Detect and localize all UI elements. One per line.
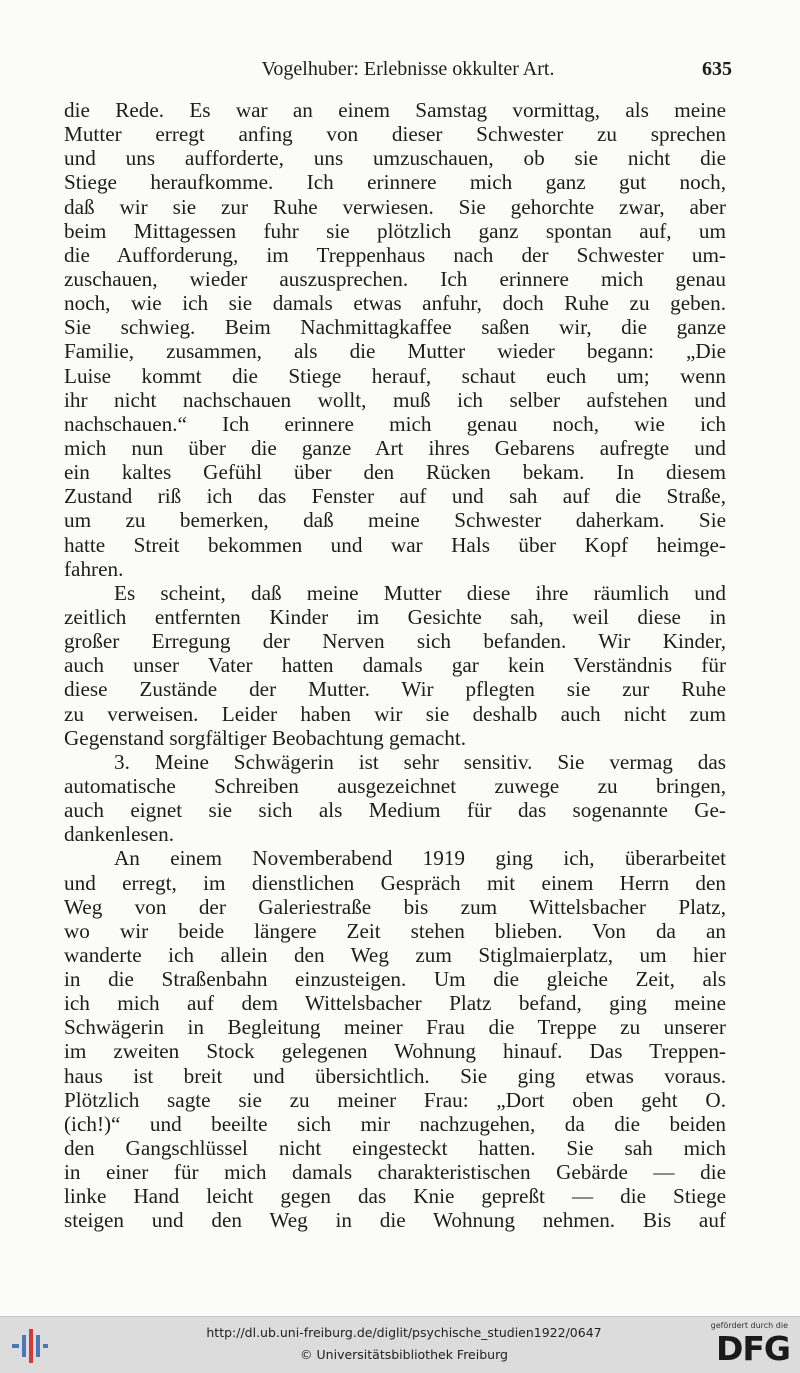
text-line: zeitlich entfernten Kinder im Gesichte sah, weil diese in (64, 604, 726, 629)
text-line: Es scheint, daß meine Mutter diese ihre räumlich und (114, 580, 726, 605)
dfg-wordmark: DFG (715, 1329, 790, 1368)
text-line: in einer für mich damals charakteristischen Gebärde — die (64, 1160, 726, 1185)
body-text (64, 98, 726, 1233)
page-number: 635 (702, 58, 732, 80)
text-line: Gegenstand sorgfältiger Beobachtung gemacht. (64, 725, 467, 750)
text-line: Zustand riß ich das Fenster auf und sah auf die Straße, (64, 484, 726, 509)
text-line: mich nun über die ganze Art ihres Gebarens aufregte und (64, 435, 726, 460)
text-line: wo wir beide längere Zeit stehen blieben. Von da an (64, 918, 726, 943)
text-line: Familie, zusammen, als die Mutter wieder begann: „Die (64, 339, 726, 364)
text-line: automatische Schreiben ausgezeichnet zuwege zu bringen, (64, 773, 726, 798)
text-line: zu verweisen. Leider haben wir sie deshalb auch nicht zum (64, 701, 726, 726)
text-line: ihr nicht nachschauen wollt, muß ich selber aufstehen und (64, 387, 726, 412)
text-line: haus ist breit und übersichtlich. Sie ging etwas voraus. (64, 1063, 726, 1088)
text-line: den Gangschlüssel nicht eingesteckt hatten. Sie sah mich (64, 1136, 726, 1161)
text-line: die Aufforderung, im Treppenhaus nach der Schwester um- (64, 242, 726, 267)
text-line: An einem Novemberabend 1919 ging ich, überarbeitet (114, 846, 726, 871)
text-line: und erregt, im dienstlichen Gespräch mit einem Herrn den (64, 870, 726, 895)
text-line: 3. Meine Schwägerin ist sehr sensitiv. Sie vermag das (114, 749, 726, 774)
text-line: steigen und den Weg in die Wohnung nehmen. Bis auf (64, 1208, 726, 1233)
text-line: (ich!)“ und beeilte sich mir nachzugehen, da die beiden (64, 1111, 726, 1136)
text-line: in die Straßenbahn einzusteigen. Um die gleiche Zeit, als (64, 967, 726, 992)
text-line: dankenlesen. (64, 822, 175, 847)
dfg-caption: gefördert durch die (710, 1321, 788, 1330)
text-line: nachschauen.“ Ich erinnere mich genau noch, wie ich (64, 411, 726, 436)
text-line: noch, wie ich sie damals etwas anfuhr, doch Ruhe zu geben. (64, 291, 726, 316)
text-line: fahren. (64, 556, 124, 581)
text-line: großer Erregung der Nerven sich befanden. Wir Kinder, (64, 629, 726, 654)
text-line: im zweiten Stock gelegenen Wohnung hinauf. Das Treppen- (64, 1039, 726, 1064)
text-line: Sie schwieg. Beim Nachmittagkaffee saßen wir, die ganze (64, 315, 726, 340)
text-line: Mutter erregt anfing von dieser Schwester zu sprechen (64, 122, 726, 147)
digitization-url-link[interactable]: http://dl.ub.uni-freiburg.de/diglit/psychische_studien1922/0647 (206, 1325, 602, 1340)
text-line: die Rede. Es war an einem Samstag vormittag, als meine (64, 98, 726, 122)
text-line: daß wir sie zur Ruhe verwiesen. Sie gehorchte zwar, aber (64, 194, 726, 219)
text-line: ein kaltes Gefühl über den Rücken bekam. In diesem (64, 460, 726, 485)
text-line: diese Zustände der Mutter. Wir pflegten sie zur Ruhe (64, 677, 726, 702)
footer-bar (0, 1316, 800, 1373)
text-line: Schwägerin in Begleitung meiner Frau die Treppe zu unserer (64, 1015, 726, 1040)
text-line: Luise kommt die Stiege herauf, schaut euch um; wenn (64, 363, 726, 388)
text-line: hatte Streit bekommen und war Hals über Kopf heimge- (64, 532, 726, 557)
running-head (64, 58, 732, 88)
text-line: Stiege heraufkomme. Ich erinnere mich ganz gut noch, (64, 170, 726, 195)
dfg-logo (706, 1321, 792, 1369)
running-title: Vogelhuber: Erlebnisse okkulter Art. (261, 58, 555, 80)
text-line: Plötzlich sagte sie zu meiner Frau: „Dort oben geht O. (64, 1087, 726, 1112)
text-line: Weg von der Galeriestraße bis zum Wittelsbacher Platz, (64, 894, 726, 919)
copyright-notice: © Universitätsbibliothek Freiburg (300, 1347, 508, 1362)
text-line: ich mich auf dem Wittelsbacher Platz befand, ging meine (64, 991, 726, 1016)
text-line: um zu bemerken, daß meine Schwester daherkam. Sie (64, 508, 726, 533)
text-line: auch eignet sie sich als Medium für das sogenannte Ge- (64, 798, 726, 823)
text-line: wanderte ich allein den Weg zum Stiglmaierplatz, um hier (64, 942, 726, 967)
text-line: und uns aufforderte, uns umzuschauen, ob sie nicht die (64, 146, 726, 171)
text-line: zuschauen, wieder auszusprechen. Ich erinnere mich genau (64, 266, 726, 291)
text-line: beim Mittagessen fuhr sie plötzlich ganz spontan auf, um (64, 218, 726, 243)
text-line: auch unser Vater hatten damals gar kein Verständnis für (64, 653, 726, 678)
text-line: linke Hand leicht gegen das Knie gepreßt — die Stiege (64, 1184, 726, 1209)
